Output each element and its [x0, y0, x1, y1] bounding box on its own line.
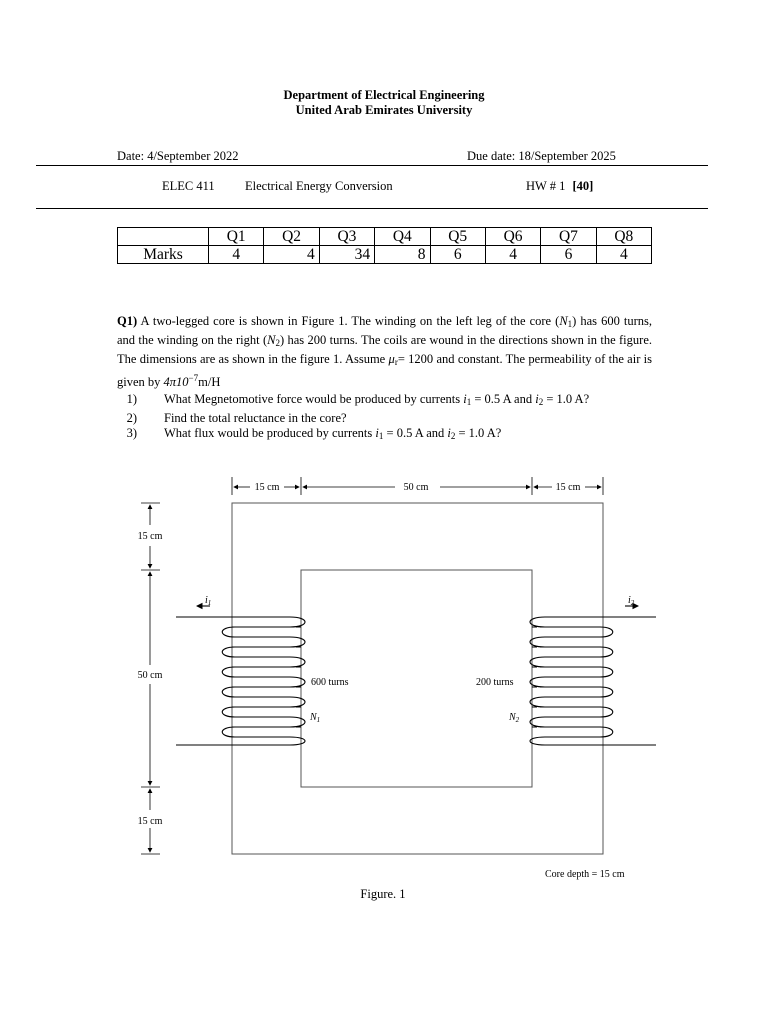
- current-i2-label: $i_2$: [628, 595, 635, 607]
- question-1-text: Q1) A two-legged core is shown in Figure 1. The winding on the left leg of the core $(N_1)$ has 600 turns, and the winding on the right $(N_2)$ has 200 turns. The coils are wound in the directions shown in the figure. The dimensions are as shown in the figure 1. Assume $\mu_r= 1200$ and constant. The permeability of the air is given by $4\pi 10^{-7}m/H$: [117, 314, 652, 389]
- homework-label: HW # 1: [526, 179, 566, 193]
- mark-cell: 8: [375, 246, 430, 264]
- core-depth-note: Core depth = 15 cm: [545, 869, 625, 880]
- dim-label-top: 15 cm: [137, 531, 163, 542]
- marks-row-label: Marks: [118, 246, 209, 264]
- course-code: ELEC 411: [162, 179, 215, 193]
- department-heading: Department of Electrical Engineering: [283, 88, 485, 102]
- figure-caption: Figure. 1: [360, 887, 406, 901]
- question-header: Q7: [541, 228, 596, 246]
- dim-label-bottom: 15 cm: [137, 816, 163, 827]
- mark-cell: 4: [209, 246, 264, 264]
- dim-label-height: 50 cm: [137, 670, 163, 681]
- core-outer-edge: [232, 503, 603, 854]
- subquestion-item: 1) What Megnetomotive force would be produced by currents $i_1 = 0.5$ A and $i_2 = 1.0$ A?: [126, 392, 590, 407]
- n2-label: $N_2$: [509, 712, 520, 724]
- question-header: Q6: [485, 228, 540, 246]
- dim-label-left: 15 cm: [254, 482, 280, 493]
- mark-cell: 4: [485, 246, 540, 264]
- current-i1-label: $i_1$: [205, 595, 212, 607]
- homework-total: [40]: [572, 179, 594, 193]
- right-turns-label: 200 turns: [476, 677, 514, 688]
- mark-cell: 4: [596, 246, 651, 264]
- question-header: Q1: [209, 228, 264, 246]
- question-1-label: Q1): [117, 314, 138, 328]
- question-header: Q4: [375, 228, 430, 246]
- dim-label-right: 15 cm: [555, 482, 581, 493]
- mark-cell: 6: [430, 246, 485, 264]
- n1-label: $N_1$: [310, 712, 321, 724]
- due-date: Due date: 18/September 2025: [467, 149, 616, 163]
- university-heading: United Arab Emirates University: [295, 103, 473, 117]
- subquestion-item: 3) What flux would be produced by currents $i_1 = 0.5$ A and $i_2 = 1.0$ A?: [126, 426, 502, 441]
- subquestion-item: 2) Find the total reluctance in the core?: [126, 410, 347, 425]
- question-header: Q2: [264, 228, 319, 246]
- core-outline: [232, 503, 603, 854]
- dim-label-middle: 50 cm: [403, 482, 429, 493]
- mark-cell: 6: [541, 246, 596, 264]
- mark-cell: 34: [319, 246, 374, 264]
- question-header: Q3: [319, 228, 374, 246]
- question-header: Q8: [596, 228, 651, 246]
- issue-date: Date: 4/September 2022: [117, 149, 239, 163]
- mark-cell: 4: [264, 246, 319, 264]
- left-turns-label: 600 turns: [311, 677, 349, 688]
- question-header: Q5: [430, 228, 485, 246]
- course-title: Electrical Energy Conversion: [245, 179, 393, 193]
